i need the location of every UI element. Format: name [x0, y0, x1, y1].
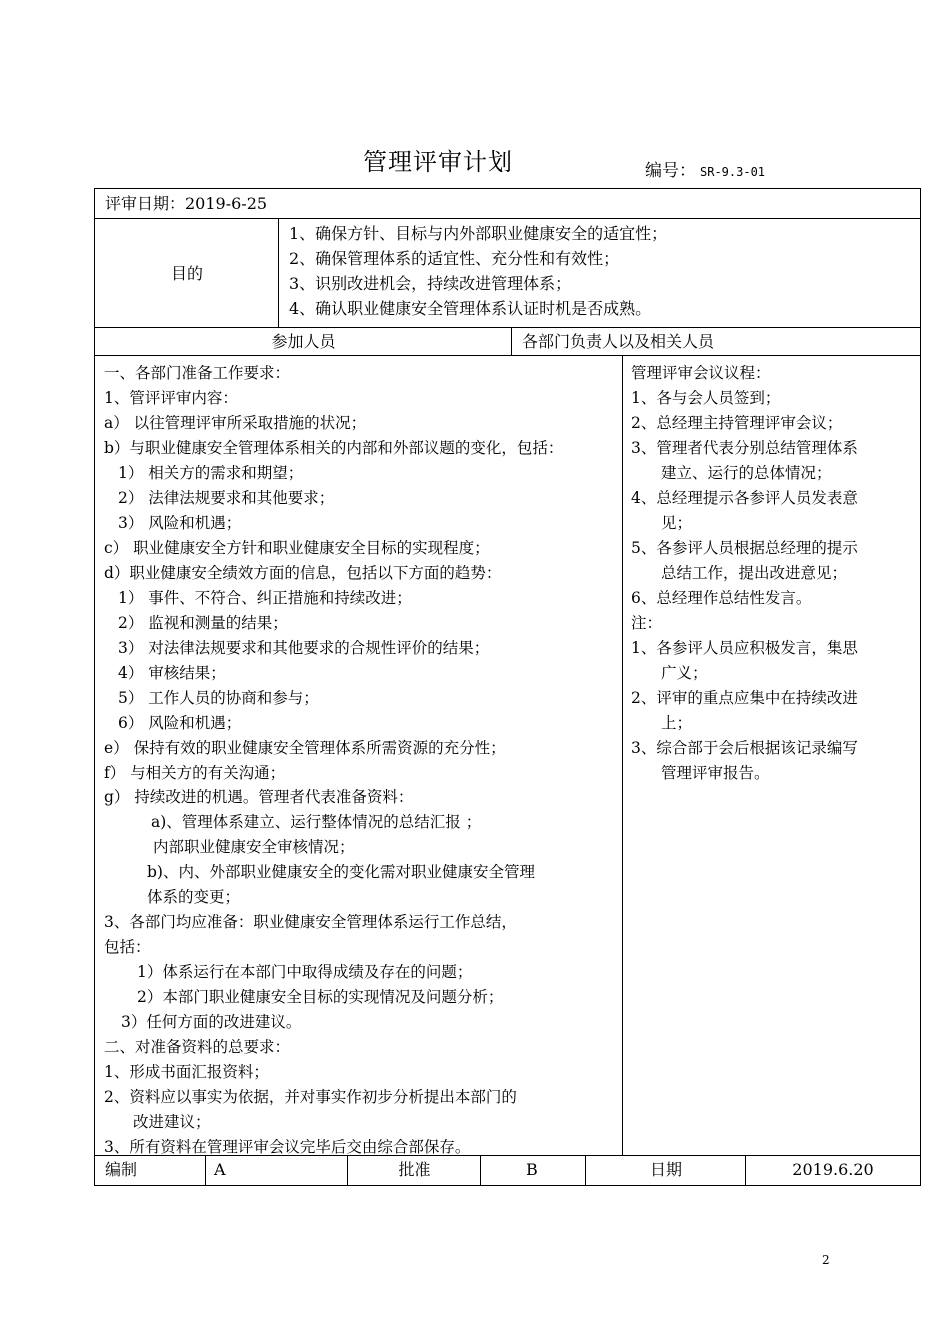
text-line: 总结工作，提出改进意见； [661, 564, 848, 582]
signature-row [95, 1156, 920, 1185]
approved-label-cell [348, 1156, 481, 1185]
content-row [95, 356, 920, 1156]
text-line: 内部职业健康安全审核情况； [153, 838, 355, 856]
text-line: 3、综合部于会后根据该记录编写 [631, 739, 858, 757]
prepared-label-cell [95, 1156, 206, 1185]
purpose-row [95, 219, 920, 328]
text-line: 2、评审的重点应集中在持续改进 [631, 689, 858, 707]
purpose-item: 3、识别改进机会，持续改进管理体系； [289, 274, 572, 293]
prepared-label: 编制 [105, 1160, 138, 1179]
text-line: f） 与相关方的有关沟通； [104, 764, 286, 782]
approved-value-cell [481, 1156, 586, 1185]
text-line: 2） 监视和测量的结果； [118, 614, 288, 632]
text-line: 6） 风险和机遇； [118, 714, 242, 732]
date-value-cell [746, 1156, 920, 1185]
text-line: 2） 法律法规要求和其他要求； [118, 489, 335, 507]
text-line: e） 保持有效的职业健康安全管理体系所需资源的充分性； [104, 739, 506, 757]
purpose-item: 2、确保管理体系的适宜性、充分性和有效性； [289, 249, 620, 268]
purpose-item: 4、确认职业健康安全管理体系认证时机是否成熟。 [289, 299, 652, 318]
date-value: 2019.6.20 [792, 1160, 874, 1179]
preparation-requirements [95, 356, 623, 1155]
text-line: 2）本部门职业健康安全目标的实现情况及问题分析； [137, 988, 504, 1006]
text-line: a)、管理体系建立、运行整体情况的总结汇报 ； [151, 813, 482, 831]
text-line: 1、各参评人员应积极发言，集思 [631, 639, 858, 657]
text-line: 1、管评评审内容： [104, 389, 238, 407]
participants-label: 参加人员 [271, 332, 336, 351]
date-label-cell [586, 1156, 746, 1185]
text-line: g） 持续改进的机遇。管理者代表准备资料： [104, 788, 414, 806]
participants-value: 各部门负责人以及相关人员 [522, 332, 715, 351]
purpose-label-cell [95, 219, 279, 327]
text-line: 管理评审会议议程： [631, 364, 771, 382]
review-date-row [95, 189, 920, 219]
text-line: a） 以往管理评审所采取措施的状况； [104, 414, 367, 432]
text-line: 体系的变更； [147, 888, 241, 906]
text-line: 1） 相关方的需求和期望； [118, 464, 304, 482]
prepared-value: A [214, 1160, 226, 1179]
text-line: 4、总经理提示各参评人员发表意 [631, 489, 858, 507]
review-date: 评审日期：2019-6-25 [105, 194, 268, 213]
text-line: 包括： [104, 938, 151, 956]
text-line: 3）任何方面的改进建议。 [121, 1013, 302, 1031]
text-line: 2、总经理主持管理评审会议； [631, 414, 843, 432]
text-line: b）与职业健康安全管理体系相关的内部和外部议题的变化，包括： [104, 439, 564, 457]
approved-value: B [526, 1160, 538, 1179]
text-line: 3、各部门均应准备：职业健康安全管理体系运行工作总结， [104, 913, 517, 931]
text-line: 注： [631, 614, 663, 632]
doc-number-label: 编号： [645, 161, 696, 181]
participants-row [95, 328, 920, 356]
text-line: 3） 风险和机遇； [118, 514, 242, 532]
text-line: 6、总经理作总结性发言。 [631, 589, 812, 607]
text-line: 建立、运行的总体情况； [661, 464, 832, 482]
meeting-agenda [623, 356, 920, 1155]
text-line: 一、各部门准备工作要求： [104, 364, 291, 382]
purpose-list [279, 219, 920, 327]
purpose-item: 1、确保方针、目标与内外部职业健康安全的适宜性； [289, 224, 668, 243]
doc-number-value: SR-9.3-01 [700, 165, 766, 179]
text-line: 2、资料应以事实为依据，并对事实作初步分析提出本部门的 [104, 1088, 517, 1106]
text-line: 上； [661, 714, 693, 732]
text-line: 3、所有资料在管理评审会议完毕后交由综合部保存。 [104, 1138, 471, 1156]
text-line: b)、内、外部职业健康安全的变化需对职业健康安全管理 [147, 863, 535, 881]
date-label: 日期 [649, 1160, 682, 1179]
participants-label-cell [95, 328, 512, 355]
purpose-label: 目的 [170, 264, 203, 283]
page-number: 2 [822, 1253, 830, 1267]
text-line: 1）体系运行在本部门中取得成绩及存在的问题； [137, 963, 473, 981]
text-line: 1） 事件、不符合、纠正措施和持续改进； [118, 589, 412, 607]
text-line: 1、形成书面汇报资料； [104, 1063, 269, 1081]
text-line: 广义； [661, 664, 708, 682]
text-line: 改进建议； [133, 1113, 211, 1131]
text-line: 3） 对法律法规要求和其他要求的合规性评价的结果； [118, 639, 490, 657]
text-line: 1、各与会人员签到； [631, 389, 781, 407]
review-plan-table [94, 188, 921, 1186]
text-line: 5、各参评人员根据总经理的提示 [631, 539, 858, 557]
text-line: 见； [661, 514, 693, 532]
text-line: 3、管理者代表分别总结管理体系 [631, 439, 858, 457]
approved-label: 批准 [398, 1160, 431, 1179]
participants-value-cell [512, 328, 920, 355]
text-line: c） 职业健康安全方针和职业健康安全目标的实现程度； [104, 539, 490, 557]
text-line: d）职业健康安全绩效方面的信息，包括以下方面的趋势： [104, 564, 502, 582]
page-title: 管理评审计划 [363, 148, 513, 176]
text-line: 5） 工作人员的协商和参与； [118, 689, 319, 707]
text-line: 二、对准备资料的总要求： [104, 1038, 291, 1056]
doc-number [645, 156, 765, 181]
prepared-value-cell [206, 1156, 348, 1185]
text-line: 管理评审报告。 [661, 764, 770, 782]
text-line: 4） 审核结果； [118, 664, 226, 682]
